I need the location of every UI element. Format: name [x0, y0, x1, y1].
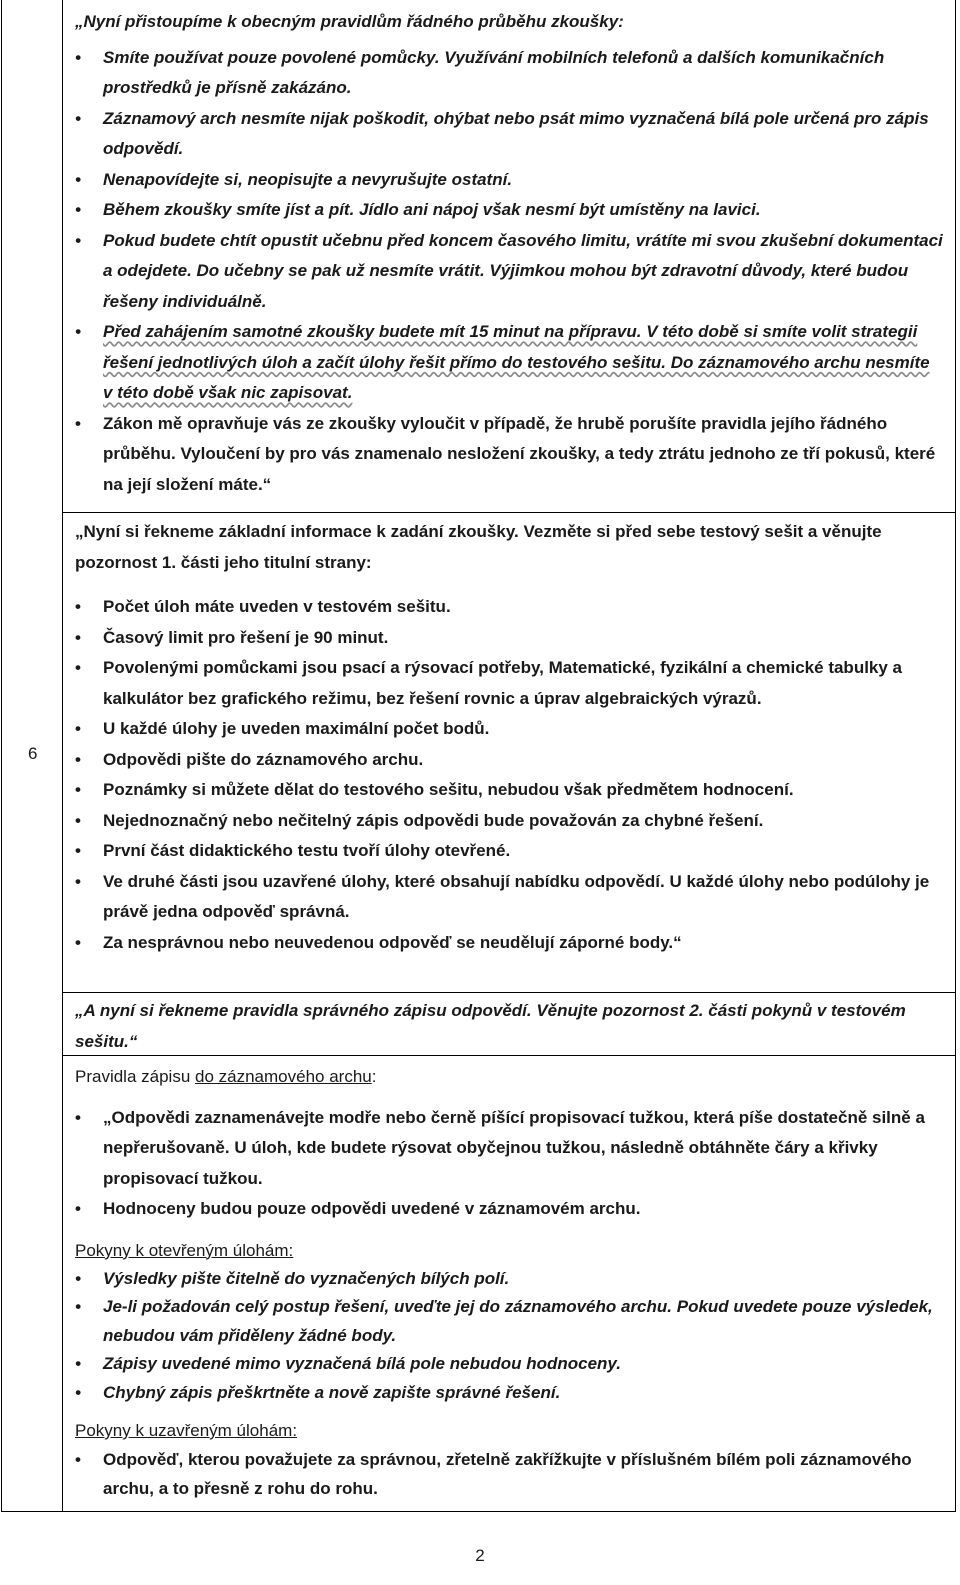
content-cell — [63, 0, 955, 1511]
exam-rules-list — [75, 43, 943, 501]
instruction-table — [1, 0, 956, 1512]
list-item: • Počet úloh máte uveden v testovém sešitu. — [75, 592, 943, 623]
list-item: • Před zahájením samotné zkoušky budete mít 15 minut na přípravu. V této době si smíte volit strategii řešení jednotlivých úloh a začít úlohy řešit přímo do testového sešitu. Do záznamového archu nesmíte v této době však nic zapisovat. — [75, 317, 943, 409]
list-item: • Během zkoušky smíte jíst a pít. Jídlo ani nápoj však nesmí být umístěny na lavici. — [75, 195, 943, 226]
open-tasks-heading: Pokyny k otevřeným úlohám: — [75, 1240, 294, 1260]
list-item: • Zákon mě opravňuje vás ze zkoušky vyloučit v případě, že hrubě porušíte pravidla jejího řádného průběhu. Vyloučení by pro vás znamenalo nesložení zkoušky, a tedy ztrátu jednoho ze tří pokusů, které na její složení máte.“ — [75, 409, 943, 501]
divider — [63, 1055, 955, 1056]
list-item: • „Odpovědi zaznamenávejte modře nebo černě píšící propisovací tužkou, která píše dostatečně silně a nepřerušovaně. U úloh, kde budete rýsovat obyčejnou tužkou, následně obtáhněte čáry a křivky propisovací tužkou. — [75, 1103, 943, 1195]
list-item: • Časový limit pro řešení je 90 minut. — [75, 623, 943, 654]
page-number: 2 — [475, 1546, 485, 1565]
row-number: 6 — [28, 744, 38, 763]
list-item: • První část didaktického testu tvoří úlohy otevřené. — [75, 836, 943, 867]
exam-info-list — [75, 592, 943, 958]
list-item: • Nejednoznačný nebo nečitelný zápis odpovědi bude považován za chybné řešení. — [75, 806, 943, 837]
list-item: • Povolenými pomůckami jsou psací a rýsovací potřeby, Matematické, fyzikální a chemické tabulky a kalkulátor bez grafického režimu, bez řešení rovnic a úprav algebraických výrazů. — [75, 653, 943, 714]
list-item: • Ve druhé části jsou uzavřené úlohy, které obsahují nabídku odpovědí. U každé úlohy nebo podúlohy je právě jedna odpověď správná. — [75, 867, 943, 928]
divider — [63, 512, 955, 513]
closed-tasks-list — [75, 1445, 943, 1503]
list-item: • Záznamový arch nesmíte nijak poškodit, ohýbat nebo psát mimo vyznačená bílá pole určená pro zápis odpovědí. — [75, 104, 943, 165]
list-item: • Chybný zápis přeškrtněte a nově zapište správné řešení. — [75, 1379, 943, 1408]
list-item: • Hodnoceny budou pouze odpovědi uvedené v záznamovém archu. — [75, 1194, 943, 1225]
list-item: • Odpovědi pište do záznamového archu. — [75, 745, 943, 776]
list-item: • Za nesprávnou nebo neuvedenou odpověď se neudělují záporné body.“ — [75, 928, 943, 959]
section-intro: „Nyní si řekneme základní informace k zadání zkoušky. Vezměte si před sebe testový sešit a věnujte pozornost 1. části jeho titulní strany: — [75, 522, 882, 572]
list-item: • Výsledky pište čitelně do vyznačených bílých polí. — [75, 1265, 943, 1294]
section-intro: „A nyní si řekneme pravidla správného zápisu odpovědí. Věnujte pozornost 2. části pokynů v testovém sešitu.“ — [75, 1001, 906, 1051]
section-intro: „Nyní přistoupíme k obecným pravidlům řádného průběhu zkoušky: — [75, 12, 624, 31]
list-item: • U každé úlohy je uveden maximální počet bodů. — [75, 714, 943, 745]
section-exam-rules — [75, 7, 943, 500]
divider — [63, 992, 955, 993]
list-item: • Odpověď, kterou považujete za správnou, zřetelně zakřížkujte v příslušném bílém poli záznamového archu, a to přesně z rohu do rohu. — [75, 1445, 943, 1503]
row-number-cell — [2, 0, 63, 1511]
open-tasks-list — [75, 1265, 943, 1408]
list-item: • Pokud budete chtít opustit učebnu před koncem časového limitu, vrátíte mi svou zkušební dokumentaci a odejdete. Do učebny se pak už nesmíte vrátit. Výjimkou mohou být zdravotní důvody, které budou řešeny individuálně. — [75, 226, 943, 318]
answer-rules-list — [75, 1103, 943, 1225]
list-item: • Je-li požadován celý postup řešení, uveďte jej do záznamového archu. Pokud uvedete pouze výsledek, nebudou vám přiděleny žádné body. — [75, 1293, 943, 1350]
closed-tasks-heading: Pokyny k uzavřeným úlohám: — [75, 1421, 298, 1440]
list-item: • Nenapovídejte si, neopisujte a nevyrušujte ostatní. — [75, 165, 943, 196]
list-item: • Smíte používat pouze povolené pomůcky. Využívání mobilních telefonů a dalších komunikačních prostředků je přísně zakázáno. — [75, 43, 943, 104]
list-item: • Poznámky si můžete dělat do testového sešitu, nebudou však předmětem hodnocení. — [75, 775, 943, 806]
section-answer-rules-intro — [75, 996, 943, 1057]
rules-heading: Pravidla zápisu do záznamového archu: — [75, 1067, 377, 1086]
section-answer-rules — [75, 1062, 943, 1503]
section-exam-info — [75, 517, 943, 958]
rules-heading-link: do záznamového archu — [195, 1067, 372, 1086]
list-item: • Zápisy uvedené mimo vyznačená bílá pole nebudou hodnoceny. — [75, 1350, 943, 1379]
